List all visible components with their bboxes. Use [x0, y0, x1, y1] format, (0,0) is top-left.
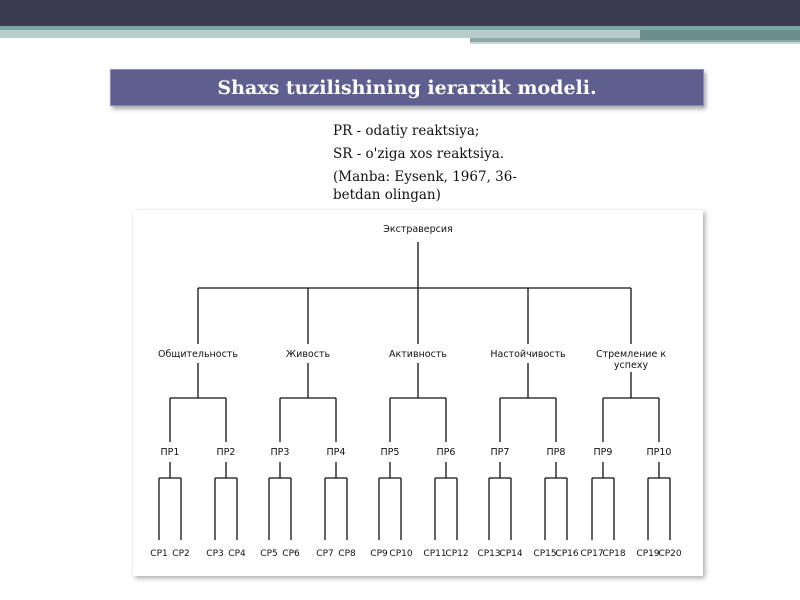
response-label: СР15 [533, 549, 557, 559]
note-sr: SR - o'ziga xos reaktsiya. [333, 146, 505, 162]
habit-label: ПР6 [436, 447, 456, 458]
response-label: СР13 [477, 549, 501, 559]
habit-label: ПР1 [160, 447, 180, 458]
response-label: СР10 [389, 549, 413, 559]
response-label: СР11 [423, 549, 447, 559]
response-label: СР2 [172, 549, 190, 559]
trait-label: Стремление к [595, 349, 667, 360]
habit-label: ПР8 [546, 447, 566, 458]
trait-label: Общительность [158, 349, 238, 360]
habit-label: ПР10 [646, 447, 672, 458]
top-decoration [0, 0, 800, 44]
habit-label: ПР5 [380, 447, 400, 458]
trait-label: Активность [389, 349, 447, 360]
response-label: СР5 [260, 549, 278, 559]
response-label: СР7 [316, 549, 334, 559]
habit-label: ПР3 [270, 447, 290, 458]
note-pr: PR - odatiy reaktsiya; [333, 123, 480, 139]
response-label: СР8 [338, 549, 356, 559]
trait-label: успеху [613, 360, 649, 371]
hierarchy-tree [133, 210, 703, 576]
response-label: СР1 [150, 549, 168, 559]
trait-label: Настойчивость [490, 349, 566, 360]
response-label: СР16 [555, 549, 579, 559]
response-label: СР6 [282, 549, 300, 559]
hierarchy-diagram [133, 210, 703, 576]
habit-label: ПР2 [216, 447, 236, 458]
root-node-label: Экстраверсия [383, 224, 453, 235]
legend-notes [333, 122, 533, 204]
response-label: СР4 [228, 549, 246, 559]
slide-title: Shaxs tuzilishining ierarxik modeli. [217, 76, 597, 99]
response-label: СР17 [580, 549, 604, 559]
response-label: СР12 [445, 549, 469, 559]
habit-label: ПР7 [490, 447, 510, 458]
response-label: СР14 [499, 549, 523, 559]
response-label: СР3 [206, 549, 224, 559]
title-banner [110, 69, 704, 106]
response-label: СР18 [602, 549, 626, 559]
response-label: СР20 [658, 549, 682, 559]
habit-label: ПР9 [593, 447, 613, 458]
note-source: (Manba: Eysenk, 1967, 36-betdan olingan) [333, 169, 517, 203]
response-label: СР19 [636, 549, 660, 559]
trait-label: Живость [285, 349, 331, 360]
habit-label: ПР4 [326, 447, 346, 458]
response-label: СР9 [370, 549, 388, 559]
